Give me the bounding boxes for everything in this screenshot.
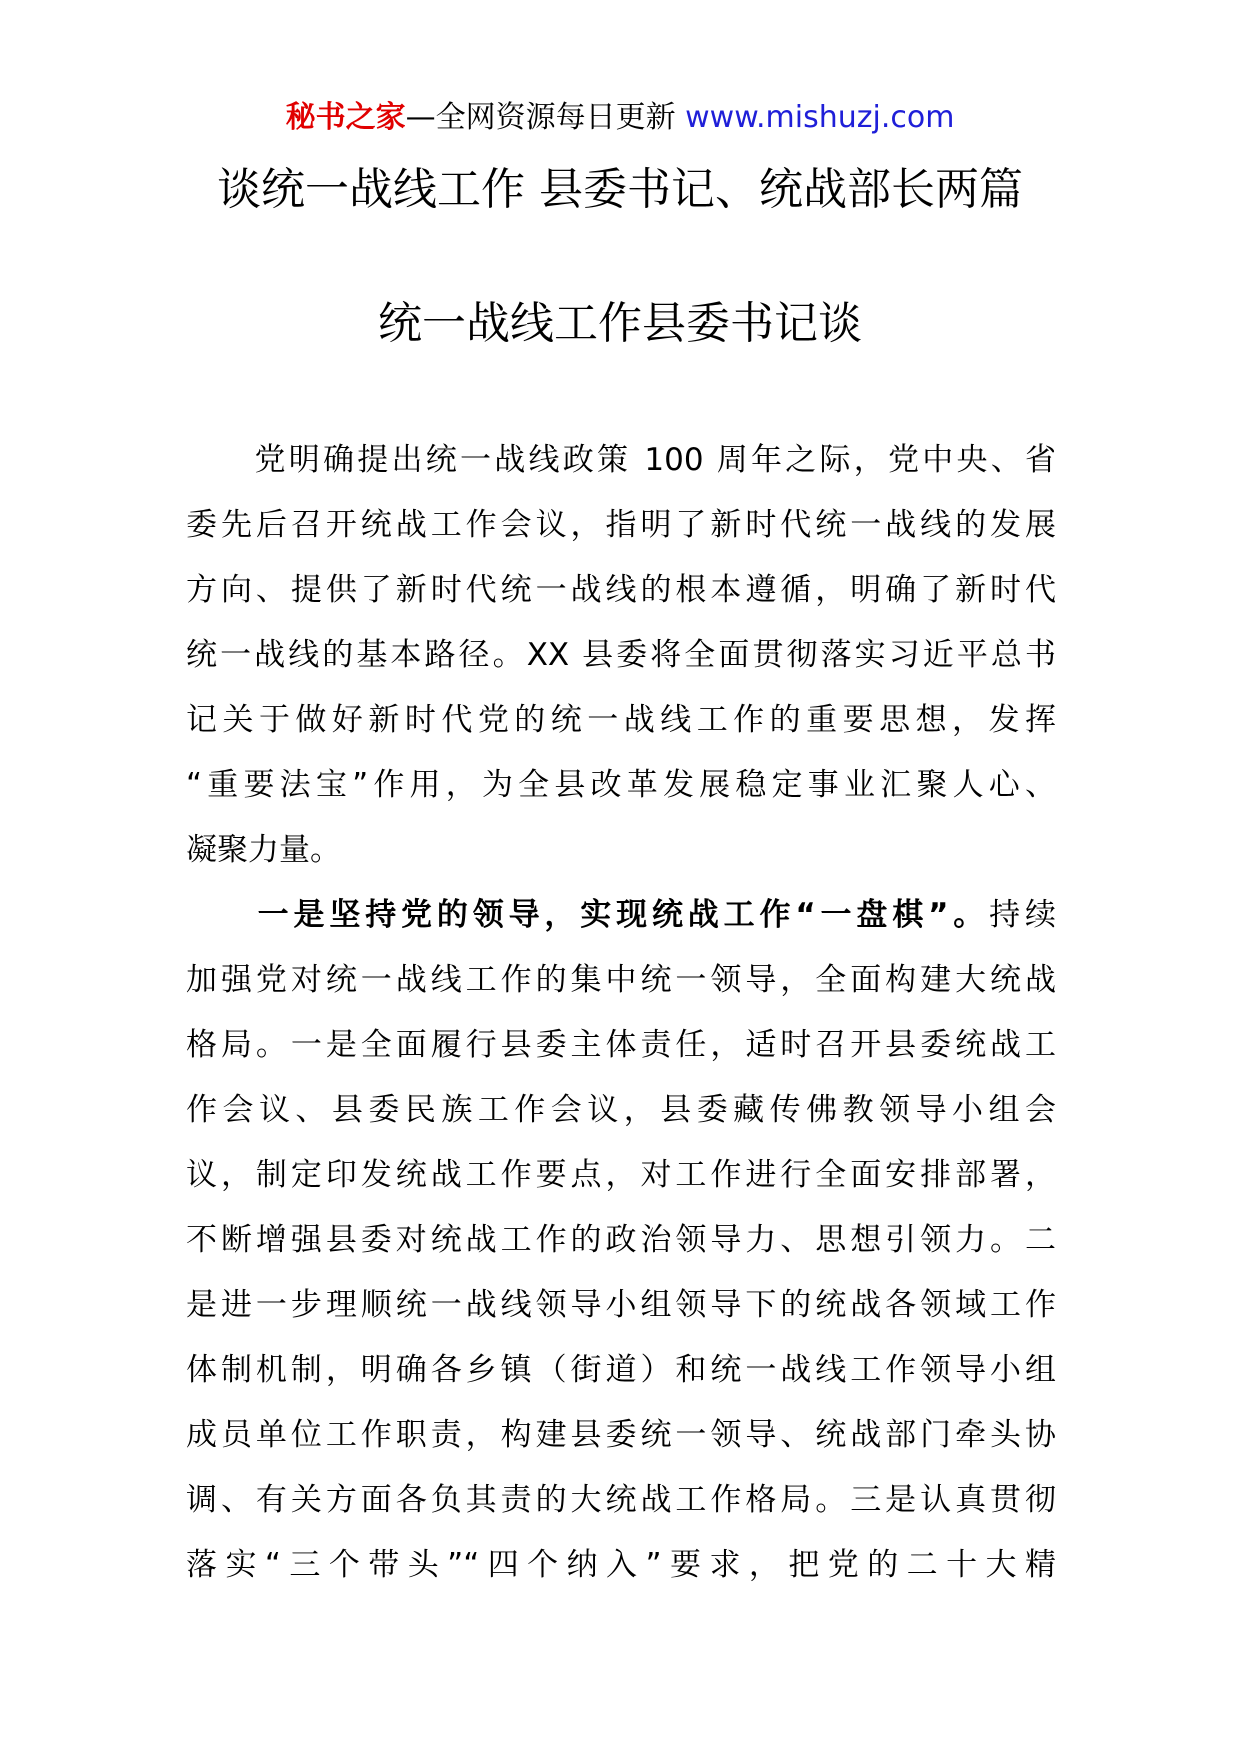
body-line: 加强党对统一战线工作的集中统一领导，全面构建大统战 [186,962,1056,998]
body-line: 作会议、县委民族工作会议，县委藏传佛教领导小组会 [186,1092,1056,1128]
body-line: 落实“三个带头”“四个纳入”要求，把党的二十大精 [186,1547,1056,1583]
body-line: 凝聚力量。 [186,832,341,868]
body-line: 成员单位工作职责，构建县委统一领导、统战部门牵头协 [186,1417,1056,1453]
body-line: 统一战线的基本路径。XX 县委将全面贯彻落实习近平总书 [186,637,1056,673]
header-tagline: —全网资源每日更新 [405,100,686,135]
site-url-link[interactable]: www.mishuzj.com [685,100,955,135]
body-line: 委先后召开统战工作会议，指明了新时代统一战线的发展 [186,507,1056,543]
document-title: 谈统一战线工作 县委书记、统战部长两篇 [217,164,1023,215]
site-header [0,98,1240,138]
body-line: 是进一步理顺统一战线领导小组领导下的统战各领域工作 [186,1287,1056,1323]
document-subtitle: 统一战线工作县委书记谈 [378,298,862,349]
brand-name: 秘书之家 [285,100,406,135]
paragraph-point-one [186,883,1056,1598]
body-line: 方向、提供了新时代统一战线的根本遵循，明确了新时代 [186,572,1056,608]
body-line: 不断增强县委对统战工作的政治领导力、思想引领力。二 [186,1222,1056,1258]
body-line [186,883,1056,948]
body-line: 党明确提出统一战线政策 100 周年之际，党中央、省 [186,442,1056,478]
body-line: 记关于做好新时代党的统一战线工作的重要思想，发挥 [186,702,1056,738]
body-line: 议，制定印发统战工作要点，对工作进行全面安排部署， [186,1157,1056,1193]
body-line: “重要法宝”作用，为全县改革发展稳定事业汇聚人心、 [186,767,1056,803]
body-line: 调、有关方面各负其责的大统战工作格局。三是认真贯彻 [186,1482,1056,1518]
point-one-lead-tail: 持续 [989,897,1056,933]
body-line: 格局。一是全面履行县委主体责任，适时召开县委统战工 [186,1027,1056,1063]
body-line: 体制机制，明确各乡镇（街道）和统一战线工作领导小组 [186,1352,1056,1388]
paragraph-intro [186,428,1056,883]
document-body [186,428,1056,1598]
point-one-heading: 一是坚持党的领导，实现统战工作“一盘棋”。 [186,897,990,933]
